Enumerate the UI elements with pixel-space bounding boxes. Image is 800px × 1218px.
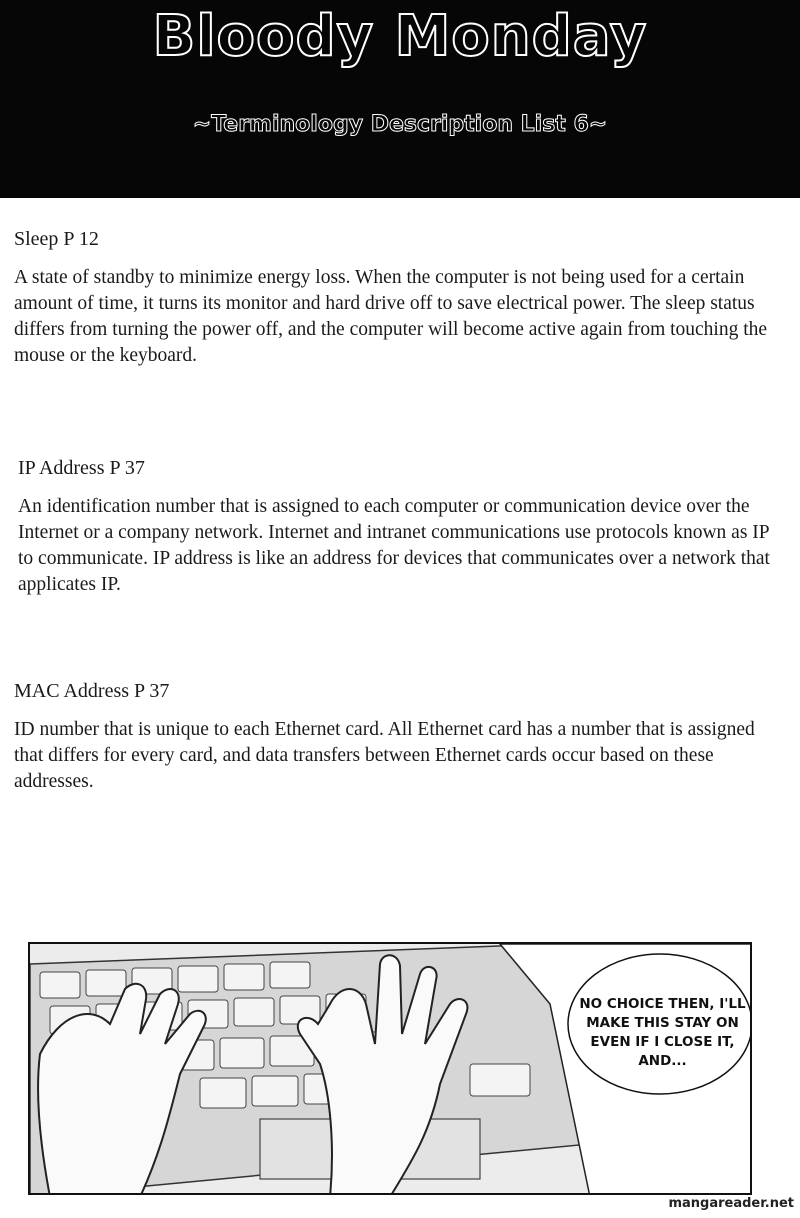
term-entry-sleep: [14, 228, 774, 369]
speech-bubble-text: NO CHOICE THEN, I'LL MAKE THIS STAY ON EVEN IF I CLOSE IT, AND...: [579, 996, 746, 1069]
page-title: Bloody Monday: [152, 4, 648, 69]
header-banner: [0, 0, 800, 198]
term-heading: IP Address P 37: [18, 457, 145, 479]
term-heading: MAC Address P 37: [14, 680, 170, 702]
term-description: A state of standby to minimize energy loss. When the computer is not being used for a certain amount of time, it turns its monitor and hard drive off to save electrical power. The sleep status differs from turning the power off, and the computer will become active again from touching the mouse or the keyboard.: [14, 267, 768, 366]
page-subtitle: ~Terminology Description List 6~: [192, 112, 608, 137]
term-heading: Sleep P 12: [14, 228, 99, 250]
term-description: ID number that is unique to each Ethernet card. All Ethernet card has a number that is assigned that differs for every card, and data transfers between Ethernet cards occur based on these addresses.: [14, 719, 755, 792]
watermark: mangareader.net: [668, 1196, 794, 1211]
term-entry-mac-address: [14, 680, 774, 795]
term-description: An identification number that is assigned to each computer or communication device over the Internet or a company network. Internet and intranet communications use protocols known as IP to communicate. IP address is like an address for devices that communicates over a network that applicates IP.: [18, 496, 770, 595]
term-entry-ip-address: [18, 457, 778, 598]
